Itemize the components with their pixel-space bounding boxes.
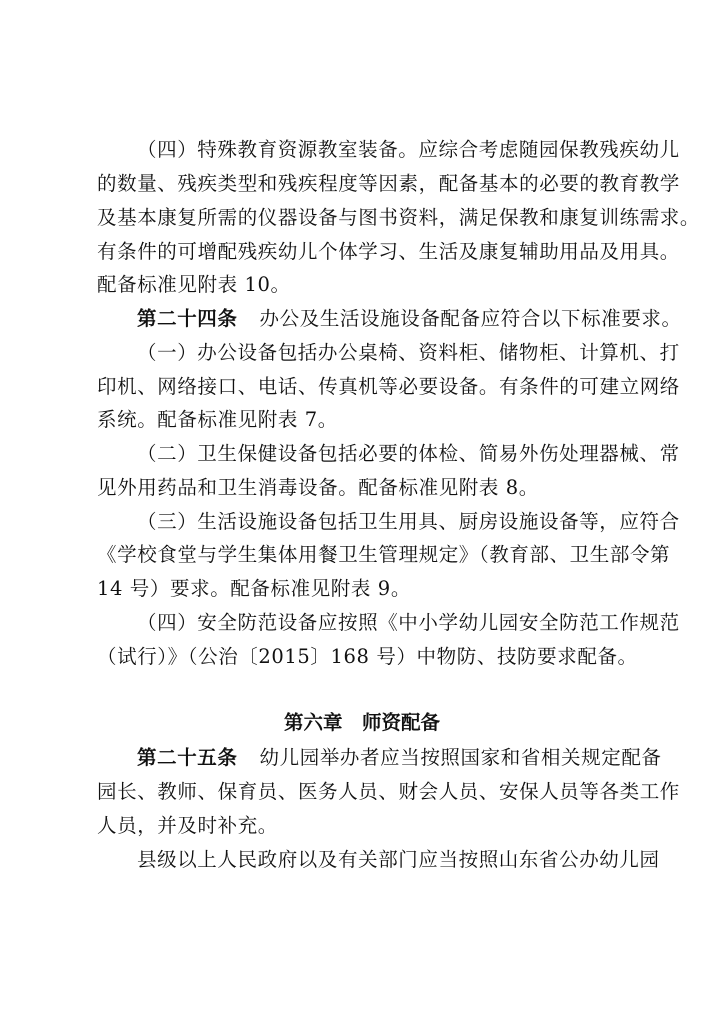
paragraph-line: 见外用药品和卫生消毒设备。配备标准见附表 8。 xyxy=(97,476,539,499)
paragraph-line: 印机、网络接口、电话、传真机等必要设备。有条件的可建立网络 xyxy=(97,375,680,398)
paragraph-line: 14 号）要求。配备标准见附表 9。 xyxy=(97,577,411,600)
article-24-line xyxy=(137,306,682,332)
paragraph-line: 《学校食堂与学生集体用餐卫生管理规定》（教育部、卫生部令第 xyxy=(97,543,671,566)
article-24-title: 第二十四条 xyxy=(137,307,238,330)
paragraph-line: 有条件的可增配残疾幼儿个体学习、生活及康复辅助用品及用具。 xyxy=(97,240,680,263)
paragraph-line: 及基本康复所需的仪器设备与图书资料，满足保教和康复训练需求。 xyxy=(97,206,701,229)
article-25-title: 第二十五条 xyxy=(137,746,238,769)
paragraph-line: 县级以上人民政府以及有关部门应当按照山东省公办幼儿园 xyxy=(137,848,660,871)
paragraph-line: 园长、教师、保育员、医务人员、财会人员、安保人员等各类工作 xyxy=(97,780,680,803)
paragraph-line: （一）办公设备包括办公桌椅、资料柜、储物柜、计算机、打 xyxy=(137,341,680,364)
paragraph-line: 的数量、残疾类型和残疾程度等因素，配备基本的必要的教育教学 xyxy=(97,172,680,195)
paragraph-line: 系统。配备标准见附表 7。 xyxy=(97,408,338,431)
paragraph-line: 配备标准见附表 10。 xyxy=(97,273,291,296)
article-24-text: 办公及生活设施设备配备应符合以下标准要求。 xyxy=(259,307,682,330)
article-25-text: 幼儿园举办者应当按照国家和省相关规定配备 xyxy=(259,746,662,769)
chapter-heading: 第六章 师资配备 xyxy=(283,711,440,734)
paragraph-line: （三）生活设施设备包括卫生用具、厨房设施设备等，应符合 xyxy=(137,510,680,533)
paragraph-line: （二）卫生保健设备包括必要的体检、简易外伤处理器械、常 xyxy=(137,442,680,465)
paragraph-line: （试行）》（公治〔2015〕168 号）中物防、技防要求配备。 xyxy=(97,645,638,668)
article-25-line xyxy=(137,745,662,771)
paragraph-line: 人员，并及时补充。 xyxy=(97,814,278,837)
paragraph-line: （四）安全防范设备应按照《中小学幼儿园安全防范工作规范 xyxy=(137,611,680,634)
paragraph-line: （四）特殊教育资源教室装备。应综合考虑随园保教残疾幼儿 xyxy=(137,138,680,161)
